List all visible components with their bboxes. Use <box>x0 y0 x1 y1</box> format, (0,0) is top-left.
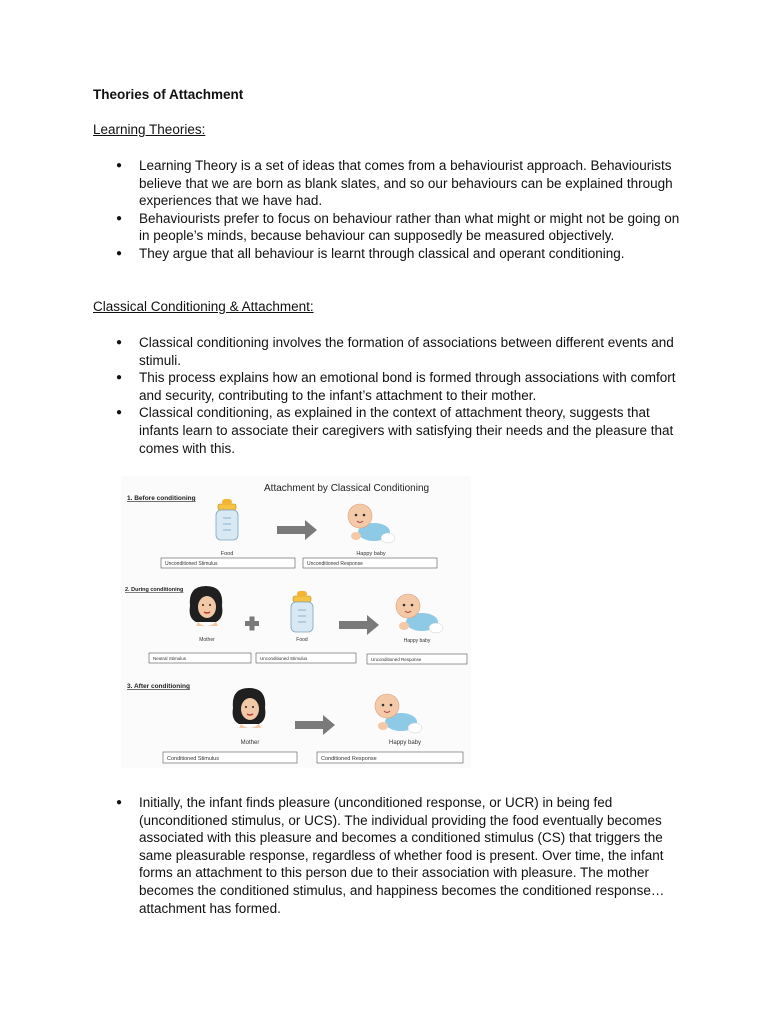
mother-icon <box>190 586 223 626</box>
section-heading-learning-theories: Learning Theories: <box>93 122 206 137</box>
section-heading-classical-conditioning: Classical Conditioning & Attachment: <box>93 299 314 314</box>
bullet-list-after-figure <box>93 794 683 917</box>
box-label: Neutral Stimulus <box>153 656 187 661</box>
baby-bottle-icon <box>216 499 238 540</box>
plus-icon <box>245 617 259 631</box>
happy-baby-icon <box>396 594 443 633</box>
list-item: ● They argue that all behaviour is learnt through classical and operant conditioning. <box>93 245 683 263</box>
bullet-list-classical-conditioning <box>93 334 683 457</box>
arrow-icon <box>339 615 379 635</box>
arrow-icon <box>277 520 317 540</box>
attachment-diagram <box>121 476 471 768</box>
arrow-icon <box>295 715 335 735</box>
stage-heading: 2. During conditioning <box>125 587 184 593</box>
item-label: Happy baby <box>403 638 431 644</box>
list-item: ● Classical conditioning involves the formation of associations between different events and stimuli. <box>93 334 683 369</box>
list-item: ● Initially, the infant finds pleasure (unconditioned response, or UCR) in being fed (unconditioned stimulus, or UCS). The individual providing the food eventually becomes associated with this pleasure and becomes a conditioned stimulus (CS) that triggers the same pleasurable response, regardless of whether food is present. Over time, the infant forms an attachment to this person due to their association with pleasure. The mother becomes the conditioned stimulus, and happiness becomes the conditioned response…attachment has formed. <box>93 794 683 917</box>
list-item: ● Classical conditioning, as explained in the context of attachment theory, suggests that infants learn to associate their caregivers with satisfying their needs and the pleasure that comes with this. <box>93 404 683 457</box>
stage-heading: 3. After conditioning <box>127 683 190 690</box>
box-label: Unconditioned Response <box>307 561 363 567</box>
page-title: Theories of Attachment <box>93 87 244 102</box>
list-item: ● Learning Theory is a set of ideas that comes from a behaviourist approach. Behaviourists believe that we are born as blank slates, and so our behaviours can be explained through experiences that we have had. <box>93 157 683 210</box>
list-item: ● Behaviourists prefer to focus on behaviour rather than what might or might not be going on in people’s minds, because behaviour can supposedly be measured objectively. <box>93 210 683 245</box>
item-label: Food <box>220 551 234 557</box>
item-label: Happy baby <box>356 551 386 557</box>
item-label: Food <box>296 637 308 643</box>
item-label: Mother <box>199 637 215 643</box>
bullet-list-learning-theories <box>93 157 683 263</box>
box-label: Unconditioned Response <box>371 657 422 662</box>
box-label: Unconditioned Stimulus <box>260 656 308 661</box>
stage-heading: 1. Before conditioning <box>127 495 196 502</box>
box-label: Conditioned Stimulus <box>167 756 219 762</box>
mother-icon <box>233 688 266 728</box>
attachment-diagram-svg <box>121 476 471 768</box>
item-label: Happy baby <box>388 740 422 746</box>
box-label: Conditioned Response <box>321 756 377 762</box>
box-label: Unconditioned Stimulus <box>165 561 218 567</box>
diagram-title: Attachment by Classical Conditioning <box>264 483 430 494</box>
happy-baby-icon <box>348 504 395 543</box>
baby-bottle-icon <box>291 591 313 632</box>
happy-baby-icon <box>375 694 422 733</box>
item-label: Mother <box>240 740 260 746</box>
list-item: ● This process explains how an emotional bond is formed through associations with comfort and security, contributing to the infant’s attachment to their mother. <box>93 369 683 404</box>
